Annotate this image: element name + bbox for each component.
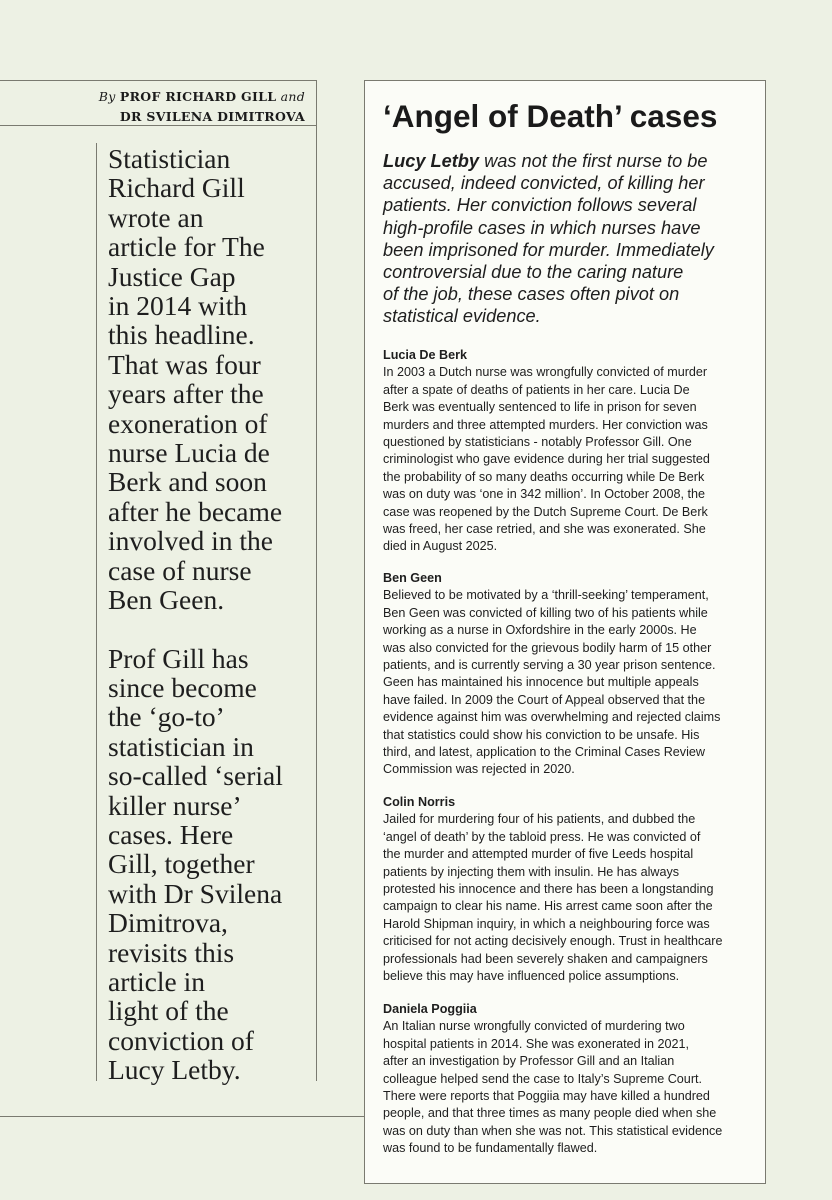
lead-line: statistical evidence. <box>383 306 541 327</box>
intro-p2-line: Gill, together <box>108 848 255 880</box>
case-text-line: questioned by statisticians - notably Professor Gill. One <box>383 435 692 450</box>
intro-p1-line: Ben Geen. <box>108 584 225 616</box>
case-text-line: was on duty than when she was not. This statistical evidence <box>383 1123 723 1138</box>
byline-author-1: PROF RICHARD GILL <box>119 89 277 104</box>
intro-p2-line: killer nurse’ <box>108 789 242 821</box>
lead-name: Lucy Letby <box>383 151 480 171</box>
case-name: Daniela Poggiia <box>383 1002 477 1016</box>
intro-p1-line: this headline. <box>108 319 255 351</box>
case-text-line: Believed to be motivated by a ‘thrill-seeking’ temperament, <box>383 588 709 603</box>
case-text-line: people, and that three times as many people died when she <box>383 1106 717 1121</box>
intro-p2-line: statistician in <box>108 730 254 762</box>
intro-p1-line: exoneration of <box>108 407 268 439</box>
case-text-line: protested his innocence and there has been a longstanding <box>383 882 714 897</box>
case-text-line: Harold Shipman inquiry, in which a neighbouring force was <box>383 916 710 931</box>
intro-paragraph-1 <box>108 144 314 615</box>
column-divider-right <box>316 80 317 1081</box>
intro-p1-line: case of nurse <box>108 554 252 586</box>
case-text-line: was freed, her case retried, and she was exonerated. She <box>383 522 706 537</box>
case-text-line: the probability of so many deaths occurring while De Berk <box>383 469 705 484</box>
case-entry <box>383 794 755 985</box>
intro-p1-line: wrote an <box>108 201 204 233</box>
intro-p1-line: years after the <box>108 378 264 410</box>
case-text-line: criticised for not acting decisively enough. Trust in healthcare <box>383 934 723 949</box>
intro-p1-line: Justice Gap <box>108 260 236 292</box>
intro-p2-line: Prof Gill has <box>108 642 249 674</box>
intro-p2-line: cases. Here <box>108 818 234 850</box>
byline-and: and <box>280 89 305 104</box>
case-text-line: colleague helped send the case to Italy’s Supreme Court. <box>383 1071 703 1086</box>
case-text-line: died in August 2025. <box>383 539 498 554</box>
case-entry <box>383 570 755 779</box>
lead-line: high-profile cases in which nurses have <box>383 217 701 238</box>
case-text-line: patients by injecting them with insulin. He has always <box>383 864 680 879</box>
intro-text <box>108 144 314 1085</box>
intro-p2-line: revisits this <box>108 936 235 968</box>
case-entry <box>383 347 755 556</box>
lead-line: of the job, these cases often pivot on <box>383 284 680 305</box>
intro-p2-line: Lucy Letby. <box>108 1054 241 1086</box>
case-text-line: hospital patients in 2014. She was exonerated in 2021, <box>383 1036 689 1051</box>
intro-p1-line: in 2014 with <box>108 290 248 322</box>
case-text-line: ‘angel of death’ by the tabloid press. He was convicted of <box>383 829 701 844</box>
case-text-line: believe this may have influenced police assumptions. <box>383 969 680 984</box>
lead-line: was not the first nurse to be <box>479 151 708 171</box>
case-name: Lucia De Berk <box>383 348 467 362</box>
intro-p1-line: Berk and soon <box>108 466 267 498</box>
case-name: Ben Geen <box>383 571 442 585</box>
lead-line: accused, indeed convicted, of killing her <box>383 173 705 194</box>
lead-line: been imprisoned for murder. Immediately <box>383 239 714 260</box>
intro-p1-line: Richard Gill <box>108 172 245 204</box>
case-text-line: was also convicted for the grievous bodily harm of 15 other <box>383 640 712 655</box>
intro-p2-line: with Dr Svilena <box>108 877 283 909</box>
case-text-line: murders and three attempted murders. Her conviction was <box>383 417 708 432</box>
case-text-line: third, and latest, application to the Criminal Cases Review <box>383 745 705 760</box>
case-text-line: Commission was rejected in 2020. <box>383 762 575 777</box>
intro-p2-line: conviction of <box>108 1024 254 1056</box>
case-text-line: the murder and attempted murder of five Leeds hospital <box>383 847 694 862</box>
intro-p1-line: after he became <box>108 495 283 527</box>
sidebar-lead <box>383 150 755 328</box>
case-text-line: was on duty was ‘one in 342 million’. In October 2008, the <box>383 487 706 502</box>
case-text-line: patients, and is currently serving a 30 year prison sentence. <box>383 658 716 673</box>
intro-p1-line: Statistician <box>108 143 231 174</box>
case-text-line: after an investigation by Professor Gill and an Italian <box>383 1054 675 1069</box>
lead-line: patients. Her conviction follows several <box>383 195 697 216</box>
intro-p2-line: article in <box>108 965 205 997</box>
top-rule <box>0 80 316 81</box>
intro-paragraph-2 <box>108 644 314 1085</box>
case-text-line: Ben Geen was convicted of killing two of his patients while <box>383 605 708 620</box>
case-text-line: In 2003 a Dutch nurse was wrongfully convicted of murder <box>383 365 708 380</box>
intro-p1-line: nurse Lucia de <box>108 437 270 469</box>
intro-p2-line: light of the <box>108 995 229 1027</box>
byline-author-2: DR SVILENA DIMITROVA <box>119 109 305 124</box>
byline-by: By <box>98 89 116 104</box>
case-text-line: Jailed for murdering four of his patients, and dubbed the <box>383 812 696 827</box>
case-text-line: Berk was eventually sentenced to life in prison for seven <box>383 400 697 415</box>
case-text-line: that statistics could show his conviction to be unsafe. His <box>383 727 700 742</box>
intro-p2-line: so-called ‘serial <box>108 760 283 792</box>
case-name: Colin Norris <box>383 795 456 809</box>
column-divider-left <box>96 143 97 1081</box>
case-text-line: was found to be fundamentally flawed. <box>383 1141 598 1156</box>
case-text-line: have failed. In 2009 the Court of Appeal observed that the <box>383 692 706 707</box>
intro-p2-line: since become <box>108 671 257 703</box>
case-text-line: There were reports that Poggiia may have killed a hundred <box>383 1089 710 1104</box>
intro-p1-line: article for The <box>108 231 265 263</box>
case-text-line: professionals had been severely shaken and campaigners <box>383 951 708 966</box>
intro-p2-line: the ‘go-to’ <box>108 701 225 733</box>
sidebar-title: ‘Angel of Death’ cases <box>383 98 718 134</box>
case-text-line: after a spate of deaths of patients in her care. Lucia De <box>383 382 690 397</box>
byline <box>5 87 305 127</box>
intro-p1-line: That was four <box>108 348 261 380</box>
case-text-line: campaign to clear his name. His arrest came soon after the <box>383 899 713 914</box>
case-text-line: working as a nurse in Oxfordshire in the early 2000s. He <box>383 623 697 638</box>
case-text-line: criminologist who gave evidence during her trial suggested <box>383 452 710 467</box>
intro-p1-line: involved in the <box>108 525 273 557</box>
case-entry <box>383 1001 755 1158</box>
case-text-line: An Italian nurse wrongfully convicted of murdering two <box>383 1019 685 1034</box>
intro-p2-line: Dimitrova, <box>108 907 228 939</box>
case-text-line: Geen has maintained his innocence but multiple appeals <box>383 675 699 690</box>
case-text-line: evidence against him was overwhelming and rejected claims <box>383 710 721 725</box>
case-text-line: case was reopened by the Dutch Supreme Court. De Berk <box>383 504 708 519</box>
bottom-rule <box>0 1116 364 1117</box>
lead-line: controversial due to the caring nature <box>383 262 684 283</box>
